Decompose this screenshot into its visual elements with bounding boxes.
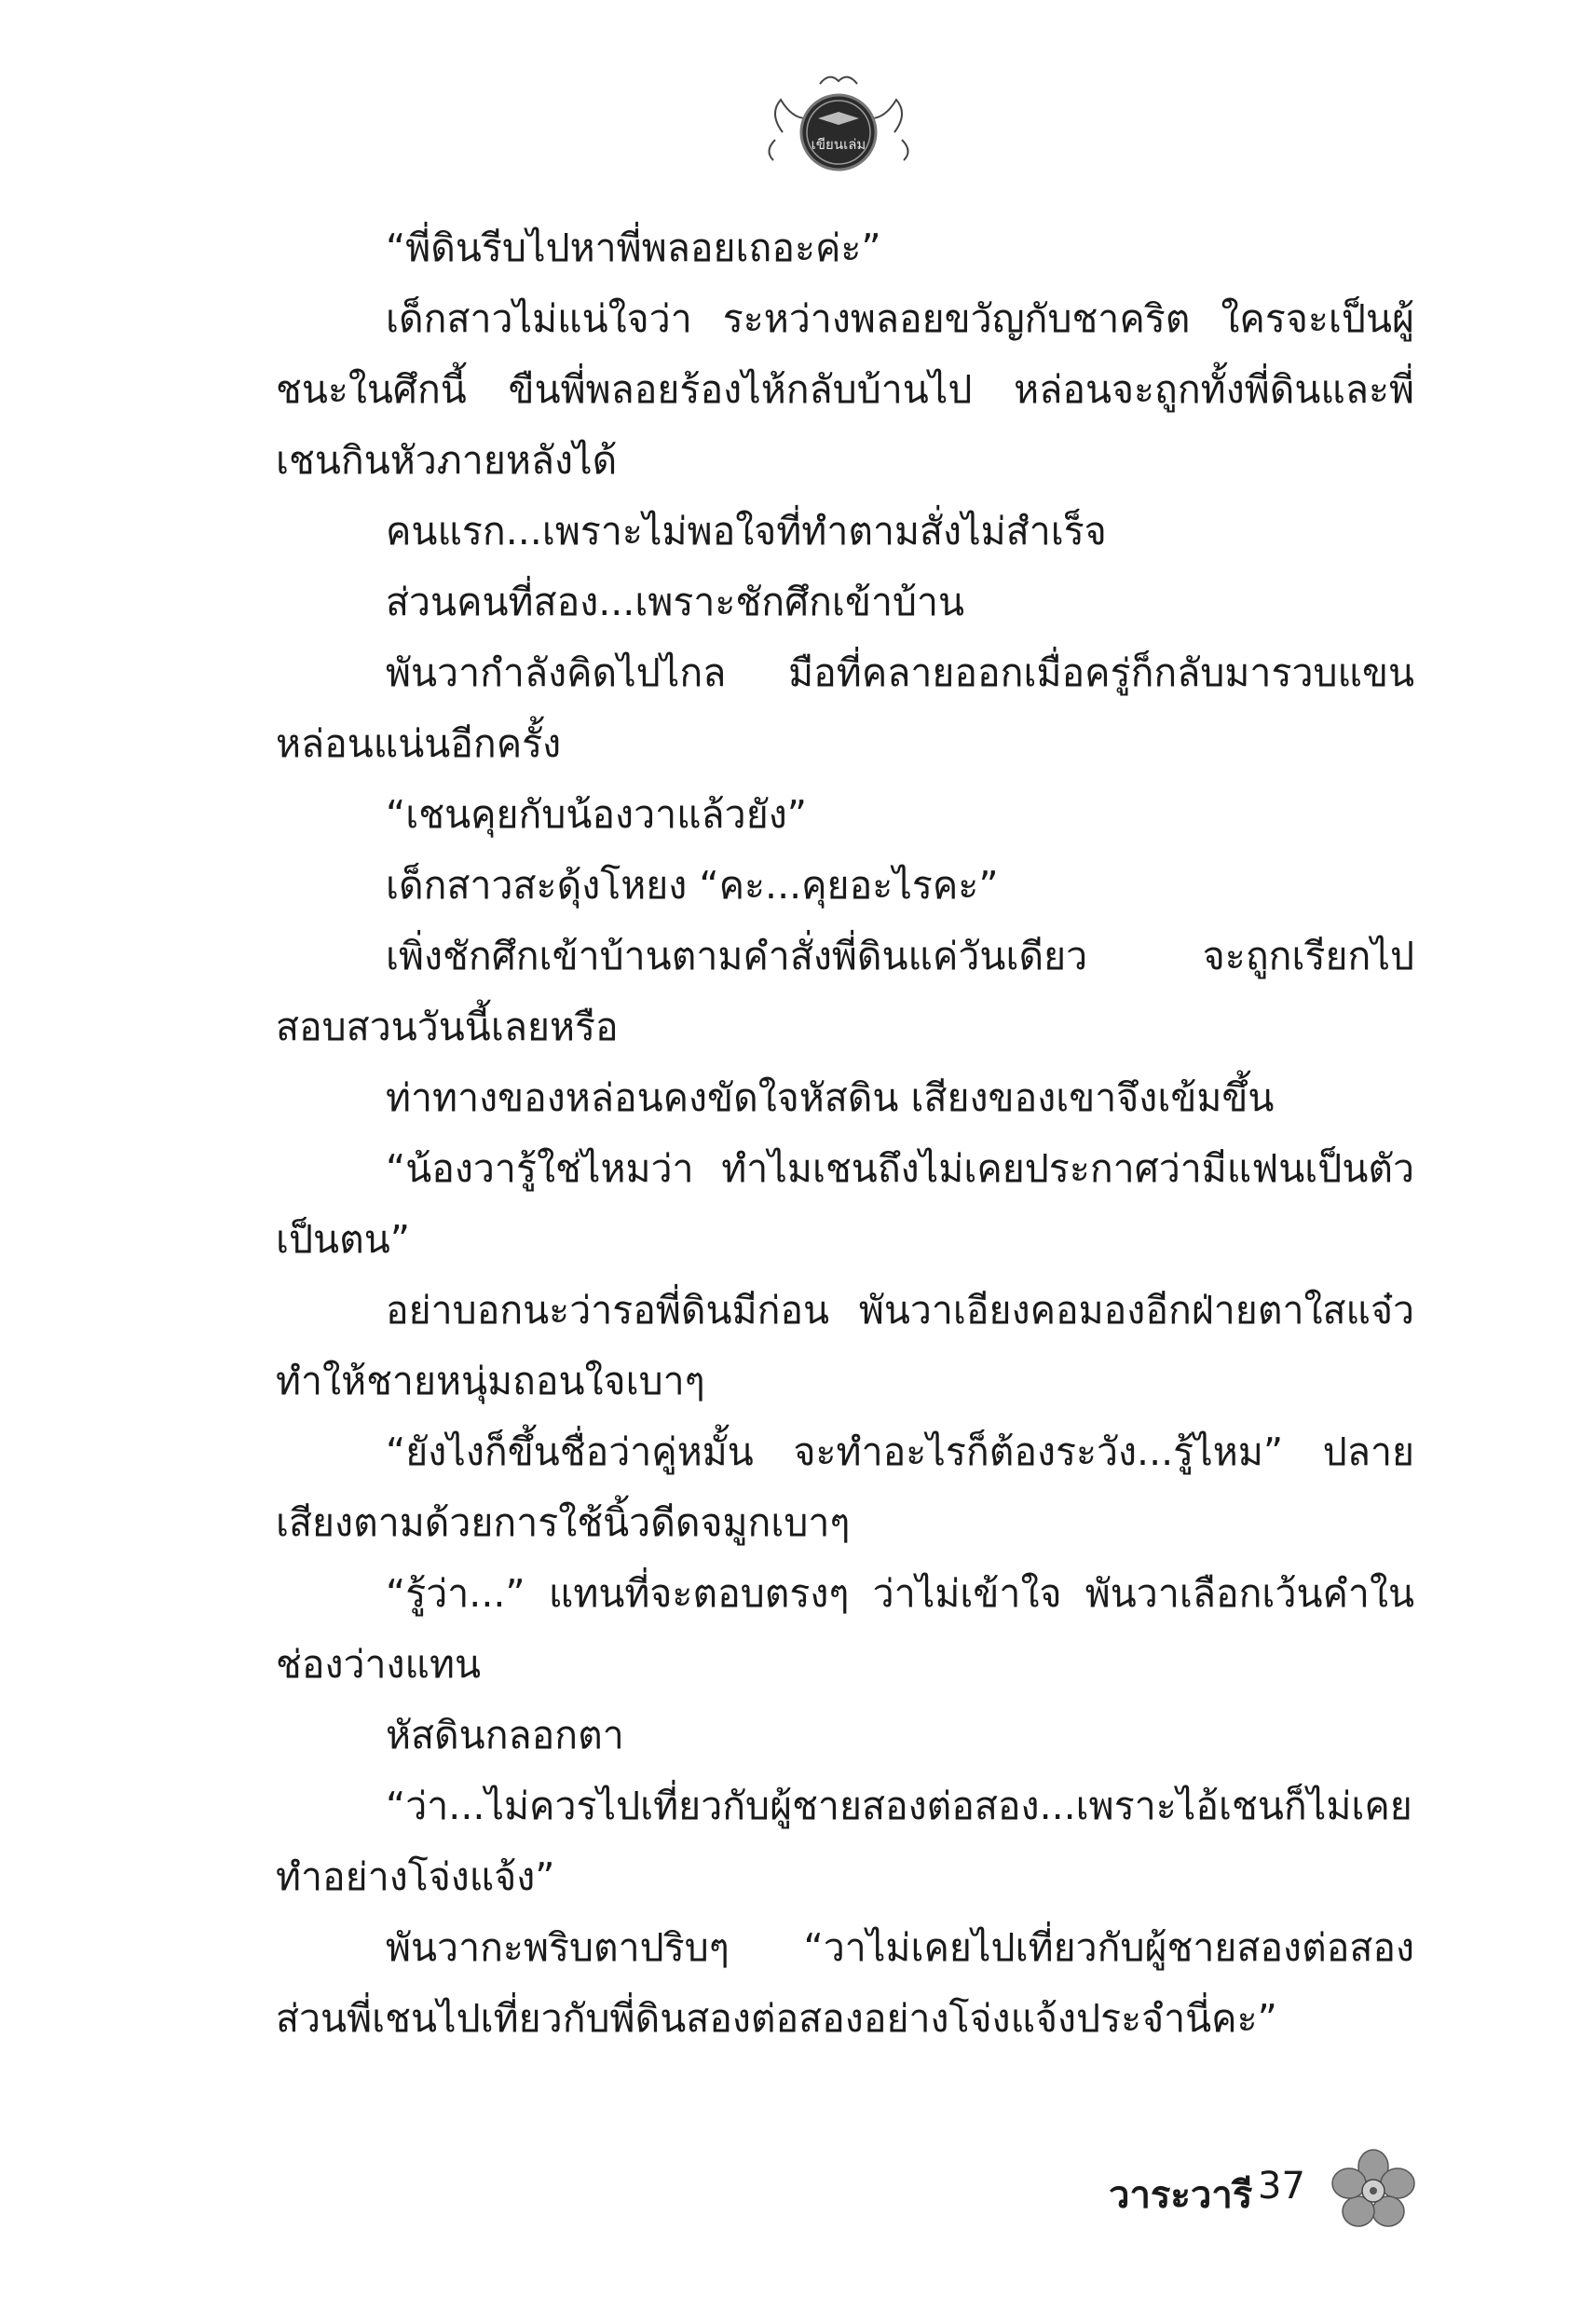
- page-number: 37: [1258, 2165, 1305, 2208]
- page-footer: [1071, 2148, 1425, 2232]
- paragraph-7: เด็กสาวสะดุ้งโหยง “คะ...คุยอะไรคะ”: [386, 863, 999, 908]
- paragraph-16: พันวากะพริบตาปริบๆ “วาไม่เคยไปเที่ยวกับผู้ชายสองต่อสอง ส่วนพี่เชนไปเที่ยวกับพี่ดินสองต่อสองอย่างโจ่งแจ้งประจำนี่คะ”: [276, 1925, 1414, 2041]
- paragraph-2: เด็กสาวไม่แน่ใจว่า ระหว่างพลอยขวัญกับชาคริต ใครจะเป็นผู้ชนะในศึกนี้ ขืนพี่พลอยร้องไห้กลับบ้านไป หล่อนจะถูกทั้งพี่ดินและพี่เชนกินหัวภายหลังได้: [276, 296, 1414, 483]
- paragraph-13: “รู้ว่า...” แทนที่จะตอบตรงๆ ว่าไม่เข้าใจ พันวาเลือกเว้นคำในช่องว่างแทน: [276, 1571, 1414, 1687]
- paragraph-14: หัสดินกลอกตา: [386, 1713, 624, 1757]
- paragraph-11: อย่าบอกนะว่ารอพี่ดินมีก่อน พันวาเอียงคอมองอีกฝ่ายตาใสแจ๋ว ทำให้ชายหนุ่มถอนใจเบาๆ: [276, 1288, 1414, 1403]
- paragraph-5: พันวากำลังคิดไปไกล มือที่คลายออกเมื่อครู่ก็กลับมารวบแขนหล่อนแน่นอีกครั้ง: [276, 650, 1414, 766]
- emblem-text: เขียนเล่ม: [811, 136, 866, 153]
- paragraph-15: “ว่า...ไม่ควรไปเที่ยวกับผู้ชายสองต่อสอง...เพราะไอ้เชนก็ไม่เคยทำอย่างโจ่งแจ้ง”: [276, 1784, 1412, 1899]
- paragraph-12: “ยังไงก็ขึ้นชื่อว่าคู่หมั้น จะทำอะไรก็ต้องระวัง...รู้ไหม” ปลายเสียงตามด้วยการใช้นิ้วดีดจมูกเบาๆ: [276, 1429, 1414, 1545]
- paragraph-10: “น้องวารู้ใช่ไหมว่า ทำไมเชนถึงไม่เคยประกาศว่ามีแฟนเป็นตัวเป็นตน”: [276, 1146, 1414, 1262]
- body-text: [276, 212, 1414, 2054]
- paragraph-6: “เชนคุยกับน้องวาแล้วยัง”: [386, 792, 807, 837]
- book-title: วาระวารี: [1109, 2174, 1253, 2217]
- paragraph-8: เพิ่งชักศึกเข้าบ้านตามคำสั่งพี่ดินแค่วันเดียว จะถูกเรียกไปสอบสวนวันนี้เลยหรือ: [276, 934, 1414, 1049]
- paragraph-3: คนแรก...เพราะไม่พอใจที่ทำตามสั่งไม่สำเร็จ: [386, 509, 1107, 554]
- ornamental-emblem-icon: [764, 67, 913, 179]
- paragraph-9: ท่าทางของหล่อนคงขัดใจหัสดิน เสียงของเขาจึงเข้มขึ้น: [386, 1075, 1275, 1120]
- paragraph-4: ส่วนคนที่สอง...เพราะชักศึกเข้าบ้าน: [386, 580, 965, 624]
- flower-icon: [1330, 2148, 1416, 2230]
- paragraph-1: “พี่ดินรีบไปหาพี่พลอยเถอะค่ะ”: [386, 226, 881, 270]
